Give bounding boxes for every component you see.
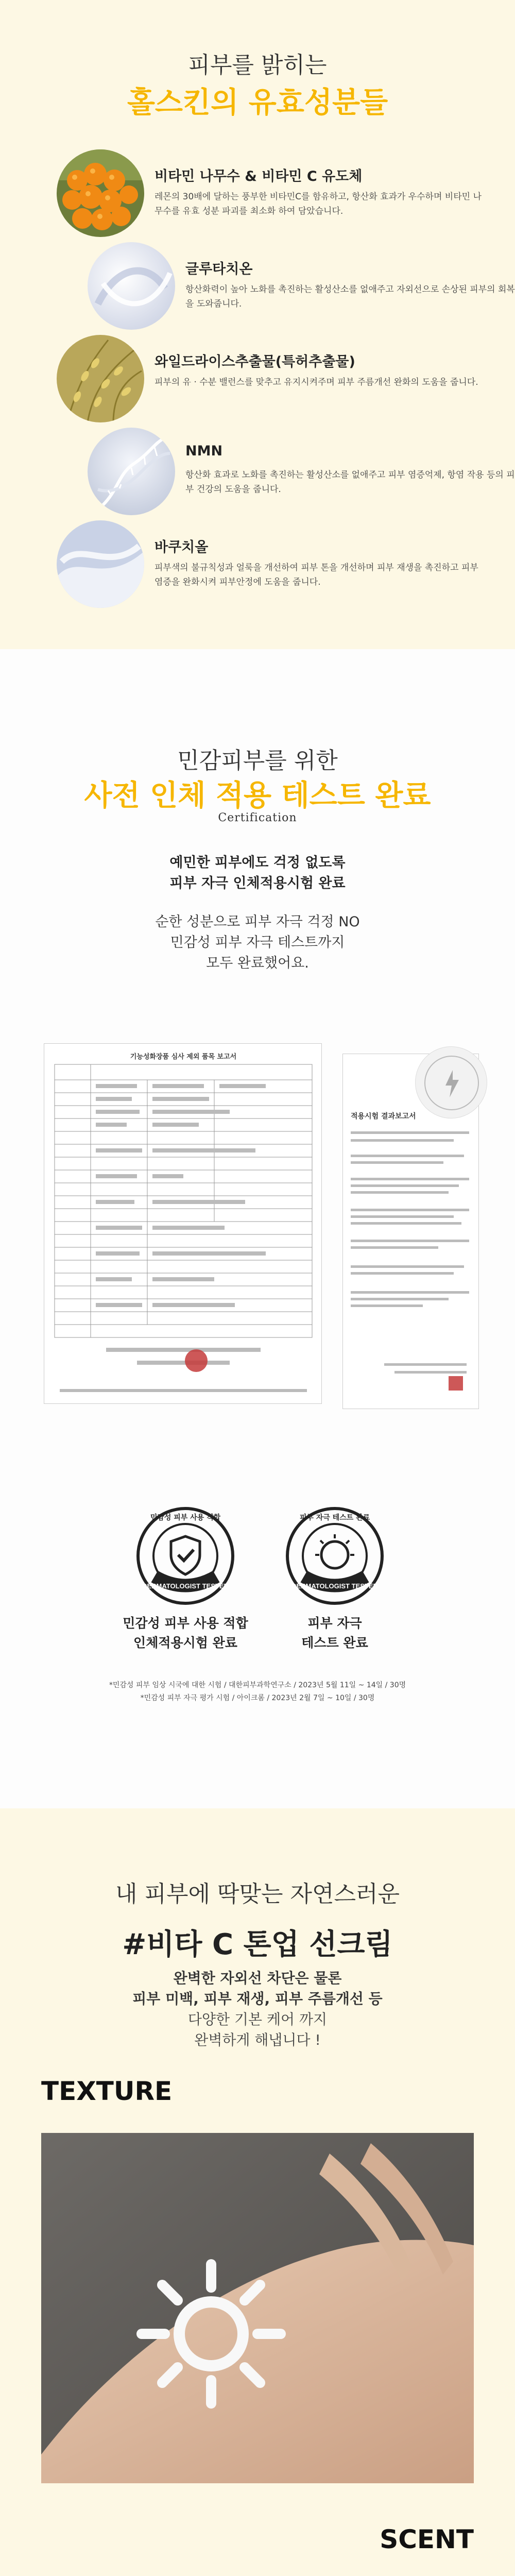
ingredient-item — [57, 520, 478, 608]
shield-check-icon — [134, 1504, 237, 1607]
body-line: 다양한 기본 케어 까지 — [187, 2011, 328, 2028]
product-title-line1: 내 피부에 딱맞는 자연스러운 — [115, 1881, 400, 1907]
badge-label-line: 인체적용시험 완료 — [133, 1635, 237, 1650]
result-document-image — [342, 1054, 479, 1409]
body-line: 민감성 피부 자극 테스트까지 — [170, 935, 345, 951]
ingredient-item — [57, 335, 478, 422]
ingredient-item — [57, 428, 515, 515]
ingredient-name: 와일드라이스추출물(특허추출물) — [154, 354, 355, 370]
texture-heading: TEXTURE — [41, 2076, 173, 2106]
cream-swatch-icon — [57, 520, 144, 608]
scent-heading: SCENT — [380, 2524, 474, 2554]
certification-title-line2: 사전 인체 적용 테스트 완료 — [84, 779, 431, 812]
ingredient-description: 피부색의 불규칙성과 얼룩을 개선하여 피부 톤을 개선하며 피부 재생을 촉진하고 피부 염증을 완화시켜 피부안정에 도움을 줍니다. — [154, 563, 478, 587]
svg-text:DERMATOLOGIST TESTED: DERMATOLOGIST TESTED — [142, 1582, 229, 1590]
texture-photo — [41, 2133, 474, 2483]
body-line: 모두 완료했어요. — [206, 955, 309, 971]
bold-line: 피부 자극 인체적용시험 완료 — [169, 875, 346, 891]
dna-helix-icon — [88, 428, 175, 515]
badge-label-line: 민감성 피부 사용 적합 — [123, 1616, 248, 1631]
ingredient-description: 항산화력이 높아 노화를 촉진하는 활성산소를 없애주고 자외선으로 손상된 피부의 회복을 도와줍니다. — [185, 284, 515, 309]
product-title-line2: #비타 C 톤업 선크림 — [122, 1928, 393, 1961]
svg-text:민감성 피부 사용 적합: 민감성 피부 사용 적합 — [150, 1514, 221, 1522]
badge-label — [268, 1614, 402, 1653]
wild-rice-icon — [57, 335, 144, 422]
product-bold-text — [0, 1968, 515, 2009]
svg-text:DERMATOLOGIST TESTED: DERMATOLOGIST TESTED — [291, 1582, 378, 1590]
glutathione-swirl-icon — [88, 242, 175, 330]
certification-title-line1: 민감피부를 위한 — [177, 748, 338, 774]
body-line: 완벽하게 해냅니다 ! — [194, 2031, 321, 2048]
face-sparkle-icon — [283, 1504, 386, 1607]
certification-bold-text — [0, 853, 515, 894]
ingredient-description: 레몬의 30배에 달하는 풍부한 비타민C를 함유하고, 항산화 효과가 우수하며 비타민 나무수를 유효 성분 파괴를 최소화 하여 담았습니다. — [154, 192, 482, 216]
certification-body-text — [0, 912, 515, 974]
ingredient-name: 비타민 나무수 & 비타민 C 유도체 — [154, 168, 363, 184]
report-document-title: 기능성화장품 심사 제외 품목 보고서 — [130, 1053, 237, 1061]
ingredients-title-line2: 홀스킨의 유효성분들 — [127, 86, 388, 120]
skin-irritation-badge — [268, 1504, 402, 1653]
sensitive-skin-badge — [118, 1504, 252, 1653]
badge-label — [118, 1614, 252, 1653]
ingredient-description: 피부의 유 · 수분 밸런스를 맞추고 유지시켜주며 피부 주름개선 완화의 도움을 줍니다. — [154, 377, 478, 387]
result-document-title: 적용시험 결과보고서 — [351, 1112, 416, 1121]
product-body-text — [0, 2009, 515, 2050]
test-complete-seal — [415, 1046, 487, 1118]
ingredients-title-line1: 피부를 밝히는 — [188, 52, 327, 78]
badge-label-line: 피부 자극 — [307, 1616, 362, 1631]
badge-label-line: 테스트 완료 — [301, 1635, 368, 1650]
bold-line: 예민한 피부에도 걱정 없도록 — [169, 855, 346, 871]
footnote: *민감성 피부 임상 시국에 대한 시험 / 대한피부과학연구소 / 2023년 5월 11일 ~ 14일 / 30명 — [109, 1681, 406, 1689]
ingredient-description: 항산화 효과로 노화를 촉진하는 활성산소를 없애주고 피부 염증억제, 항염 작용 등의 피부 건강의 도움을 줍니다. — [185, 470, 515, 495]
bold-line: 완벽한 자외선 차단은 물론 — [173, 1970, 342, 1987]
report-document-image — [44, 1043, 322, 1404]
ingredient-name: NMN — [185, 443, 223, 459]
ingredient-item — [57, 149, 482, 237]
svg-text:피부 자극 테스트 완료: 피부 자극 테스트 완료 — [299, 1514, 370, 1522]
body-line: 순한 성분으로 피부 자극 걱정 NO — [155, 914, 360, 930]
certification-english-label: Certification — [218, 811, 297, 824]
sea-buckthorn-berries-icon — [57, 149, 144, 237]
ingredient-name: 글루타치온 — [185, 261, 253, 277]
bold-line: 피부 미백, 피부 재생, 피부 주름개선 등 — [132, 1990, 383, 2007]
footnote: *민감성 피부 자극 평가 시험 / 아이크롬 / 2023년 2월 7일 ~ 10일 / 30명 — [140, 1694, 375, 1702]
ingredient-name: 바쿠치올 — [154, 539, 209, 555]
ingredient-item — [57, 242, 515, 330]
